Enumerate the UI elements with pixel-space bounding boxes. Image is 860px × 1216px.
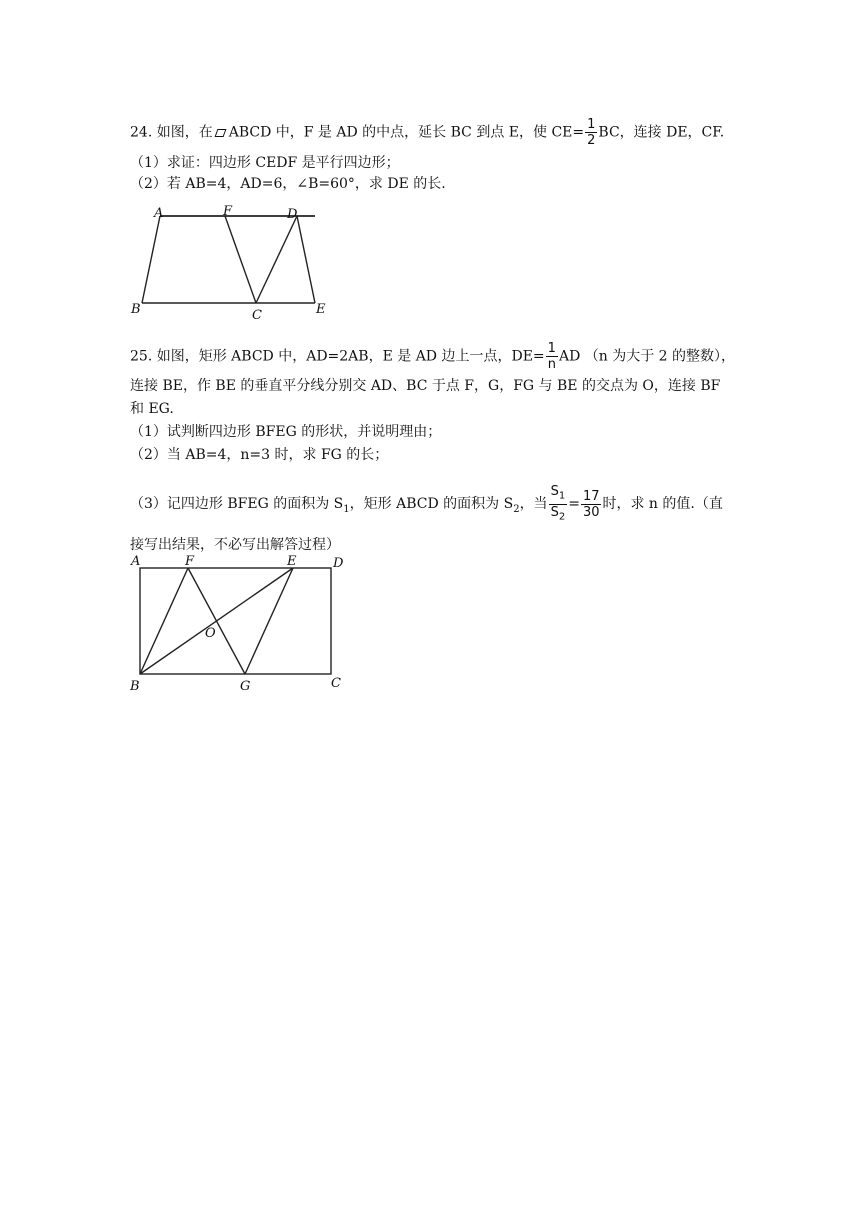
q24-stem: [130, 117, 724, 148]
q25-line-3: 和 EG.: [130, 401, 174, 417]
q24-fraction: $\frac{1}{2}$: [587, 117, 596, 148]
segment-dc: [256, 216, 297, 303]
q24-text-3: BC，连接 DE，CF.: [598, 124, 725, 141]
label-a: A: [154, 206, 164, 221]
q24-part-1: （1）求证：四边形 CEDF 是平行四边形；: [130, 155, 400, 171]
segment-fc: [225, 216, 256, 303]
rectangle-abcd: [140, 568, 331, 674]
q25-part-2: （2）当 AB=4，n=3 时，求 FG 的长；: [130, 447, 389, 463]
q25-text-1: 25. 如图，矩形 ABCD 中，AD=2AB，E 是 AD 边上一点，DE=: [130, 348, 545, 365]
label-o: O: [205, 626, 216, 641]
q25-part-1: （1）试判断四边形 BFEG 的形状，并说明理由；: [130, 424, 442, 440]
q24-figure: [125, 200, 340, 325]
q24-text-1: 24. 如图，在: [130, 124, 213, 141]
q24-part-2: （2）若 AB=4，AD=6，∠B=60°，求 DE 的长.: [130, 176, 446, 192]
q25-fraction: $\frac{1}{n}$: [547, 341, 556, 372]
q25-part-3-cont: 接写出结果，不必写出解答过程）: [130, 537, 340, 553]
label-c: C: [331, 676, 341, 691]
segment-be: [140, 568, 293, 674]
label-e: E: [316, 302, 326, 317]
segment-dc-ext: [297, 216, 315, 303]
q24-text-2: ABCD 中，F 是 AD 的中点，延长 BC 到点 E，使 CE=: [228, 124, 585, 141]
label-e: E: [287, 554, 297, 569]
label-b: B: [130, 679, 140, 694]
q25-stem: [130, 341, 735, 372]
q25-line-2: 连接 BE，作 BE 的垂直平分线分别交 AD、BC 于点 F，G，FG 与 BE 的交点为 O，连接 BF: [130, 378, 721, 394]
label-d: D: [333, 556, 344, 571]
label-g: G: [240, 679, 251, 694]
label-f: F: [185, 554, 195, 569]
q25-text-2: AD （n 为大于 2 的整数），: [558, 348, 736, 365]
parallelogram-icon: [214, 129, 226, 137]
q25-part-3: （3）记四边形 BFEG 的面积为 $S_1$，矩形 ABCD 的面积为 $S_2$，当 $\frac{S_1}{S_2}$ = $\frac{17}{30}$ 时，求 n 的值.（直: [130, 484, 723, 523]
segment-ab: [142, 216, 160, 303]
q25-figure: [125, 550, 355, 695]
label-c: C: [252, 308, 262, 323]
label-d: D: [287, 207, 298, 222]
label-f: F: [223, 204, 233, 219]
area-ratio-fraction: $\frac{S_1}{S_2}$: [550, 484, 566, 523]
label-a: A: [131, 554, 141, 569]
ratio-value-fraction: $\frac{17}{30}$: [582, 488, 600, 520]
label-b: B: [131, 302, 141, 317]
